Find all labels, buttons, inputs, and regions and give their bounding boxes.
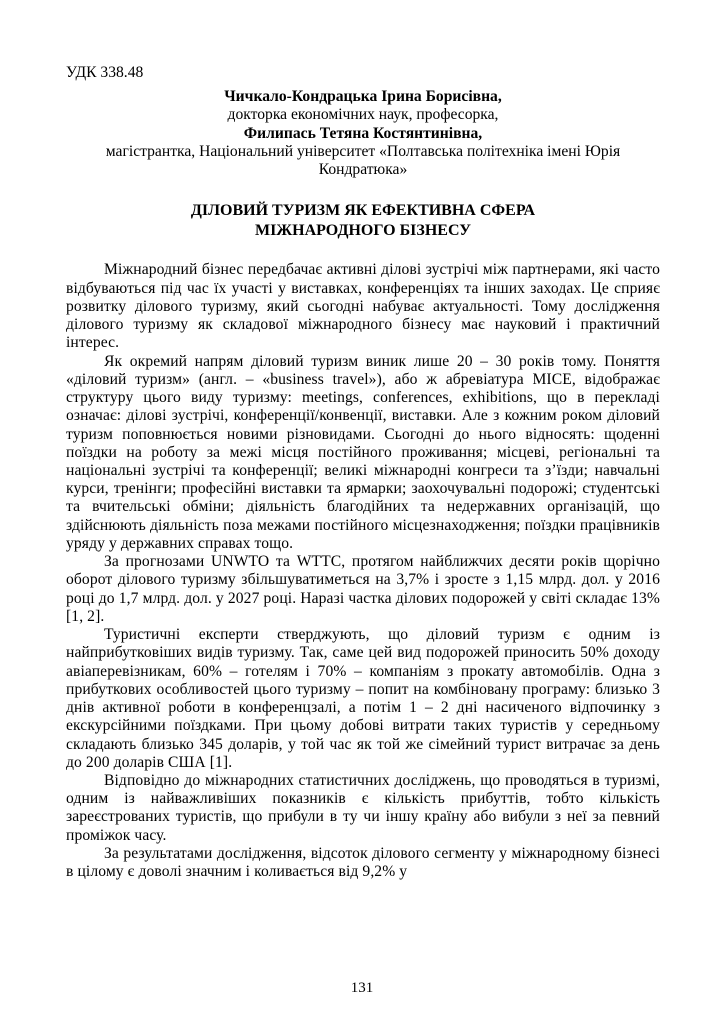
udc-number: УДК 338.48: [66, 64, 144, 81]
paper-title: ДІЛОВИЙ ТУРИЗМ ЯК ЕФЕКТИВНА СФЕРА МІЖНАРОДНОГО БІЗНЕСУ: [190, 202, 536, 240]
paper-body: [66, 261, 660, 881]
paragraph: За прогнозами UNWTO та WTTC, протягом найближчих десяти років щорічно оборот ділового туризму збільшуватиметься на 3,7% і зросте з 1,15 млрд. дол. у 2016 році до 1,7 млрд. дол. у 2027 році. Наразі частка ділових подорожей у світі складає 13% [1, 2].: [66, 553, 660, 625]
author-name: Чичкало-Кондрацька Ірина Борисівна,: [224, 88, 502, 106]
page-number: 131: [350, 980, 374, 997]
authors-block: [66, 88, 660, 179]
author-affiliation: магістрантка, Національний університет «Полтавська політехніка імені Юрія Кондратюка»: [105, 142, 621, 179]
paragraph: За результатами дослідження, відсоток ділового сегменту у міжнародному бізнесі в цілому є доволі значним і коливається від 9,2% у: [66, 844, 660, 881]
author-role: докторка економічних наук, професорка,: [227, 106, 499, 124]
paragraph: Відповідно до міжнародних статистичних досліджень, що проводяться в туризмі, одним із найважливіших показників є кількість прибуттів, тобто кількість зареєстрованих туристів, що прибули в ту чи іншу країну або вибули з неї за певний проміжок часу.: [66, 771, 660, 844]
author-name: Филипась Тетяна Костянтинівна,: [243, 124, 483, 142]
paragraph: Туристичні експерти стверджують, що діловий туризм є одним із найприбутковіших видів туризму. Так, саме цей вид подорожей приносить 50% доходу авіаперевізникам, 60% – готелям і 70% – компаніям з прокату автомобілів. Одна з прибуткових особливостей цього туризму – попит на комбіновану програму: близько 3 днів активної роботи в конференцзалі, а потім 1 – 2 дні насиченого відпочинку з екскурсійними поїздками. При цьому добові витрати таких туристів у середньому складають близько 345 доларів, у той час як той же сімейний турист витрачає за день до 200 доларів США [1].: [66, 626, 660, 771]
paragraph: Як окремий напрям діловий туризм виник лише 20 – 30 років тому. Поняття «діловий туризм» (англ. – «business travel»), або ж абревіатура MICE, відображає структуру цього виду туризму: meetings, conferences, exhibitions, що в перекладі означає: ділові зустрічі, конференції/конвенції, виставки. Але з кожним роком діловий туризм поповнюється новими різновидами. Сьогодні до нього відносять: щоденні поїздки на роботу за межі місця постійного проживання; місцеві, регіональні та національні зустрічі та конференції; великі міжнародні конгреси та з’їзди; навчальні курси, тренінги; професійні виставки та ярмарки; заохочувальні подорожі; студентські та вчительські обміни; діяльність благодійних та недержавних організацій, що здійснюють діяльність поза межами постійного місцезнаходження; поїздки працівників уряду у державних справах тощо.: [66, 352, 660, 552]
paragraph: Міжнародний бізнес передбачає активні ділові зустрічі між партнерами, які часто відбуваються під час їх участі у виставках, конференціях та інших заходах. Це сприяє розвитку ділового туризму, який сьогодні набуває актуальності. Тому дослідження ділового туризму як складової міжнародного бізнесу має науковий і практичний інтерес.: [66, 261, 660, 352]
